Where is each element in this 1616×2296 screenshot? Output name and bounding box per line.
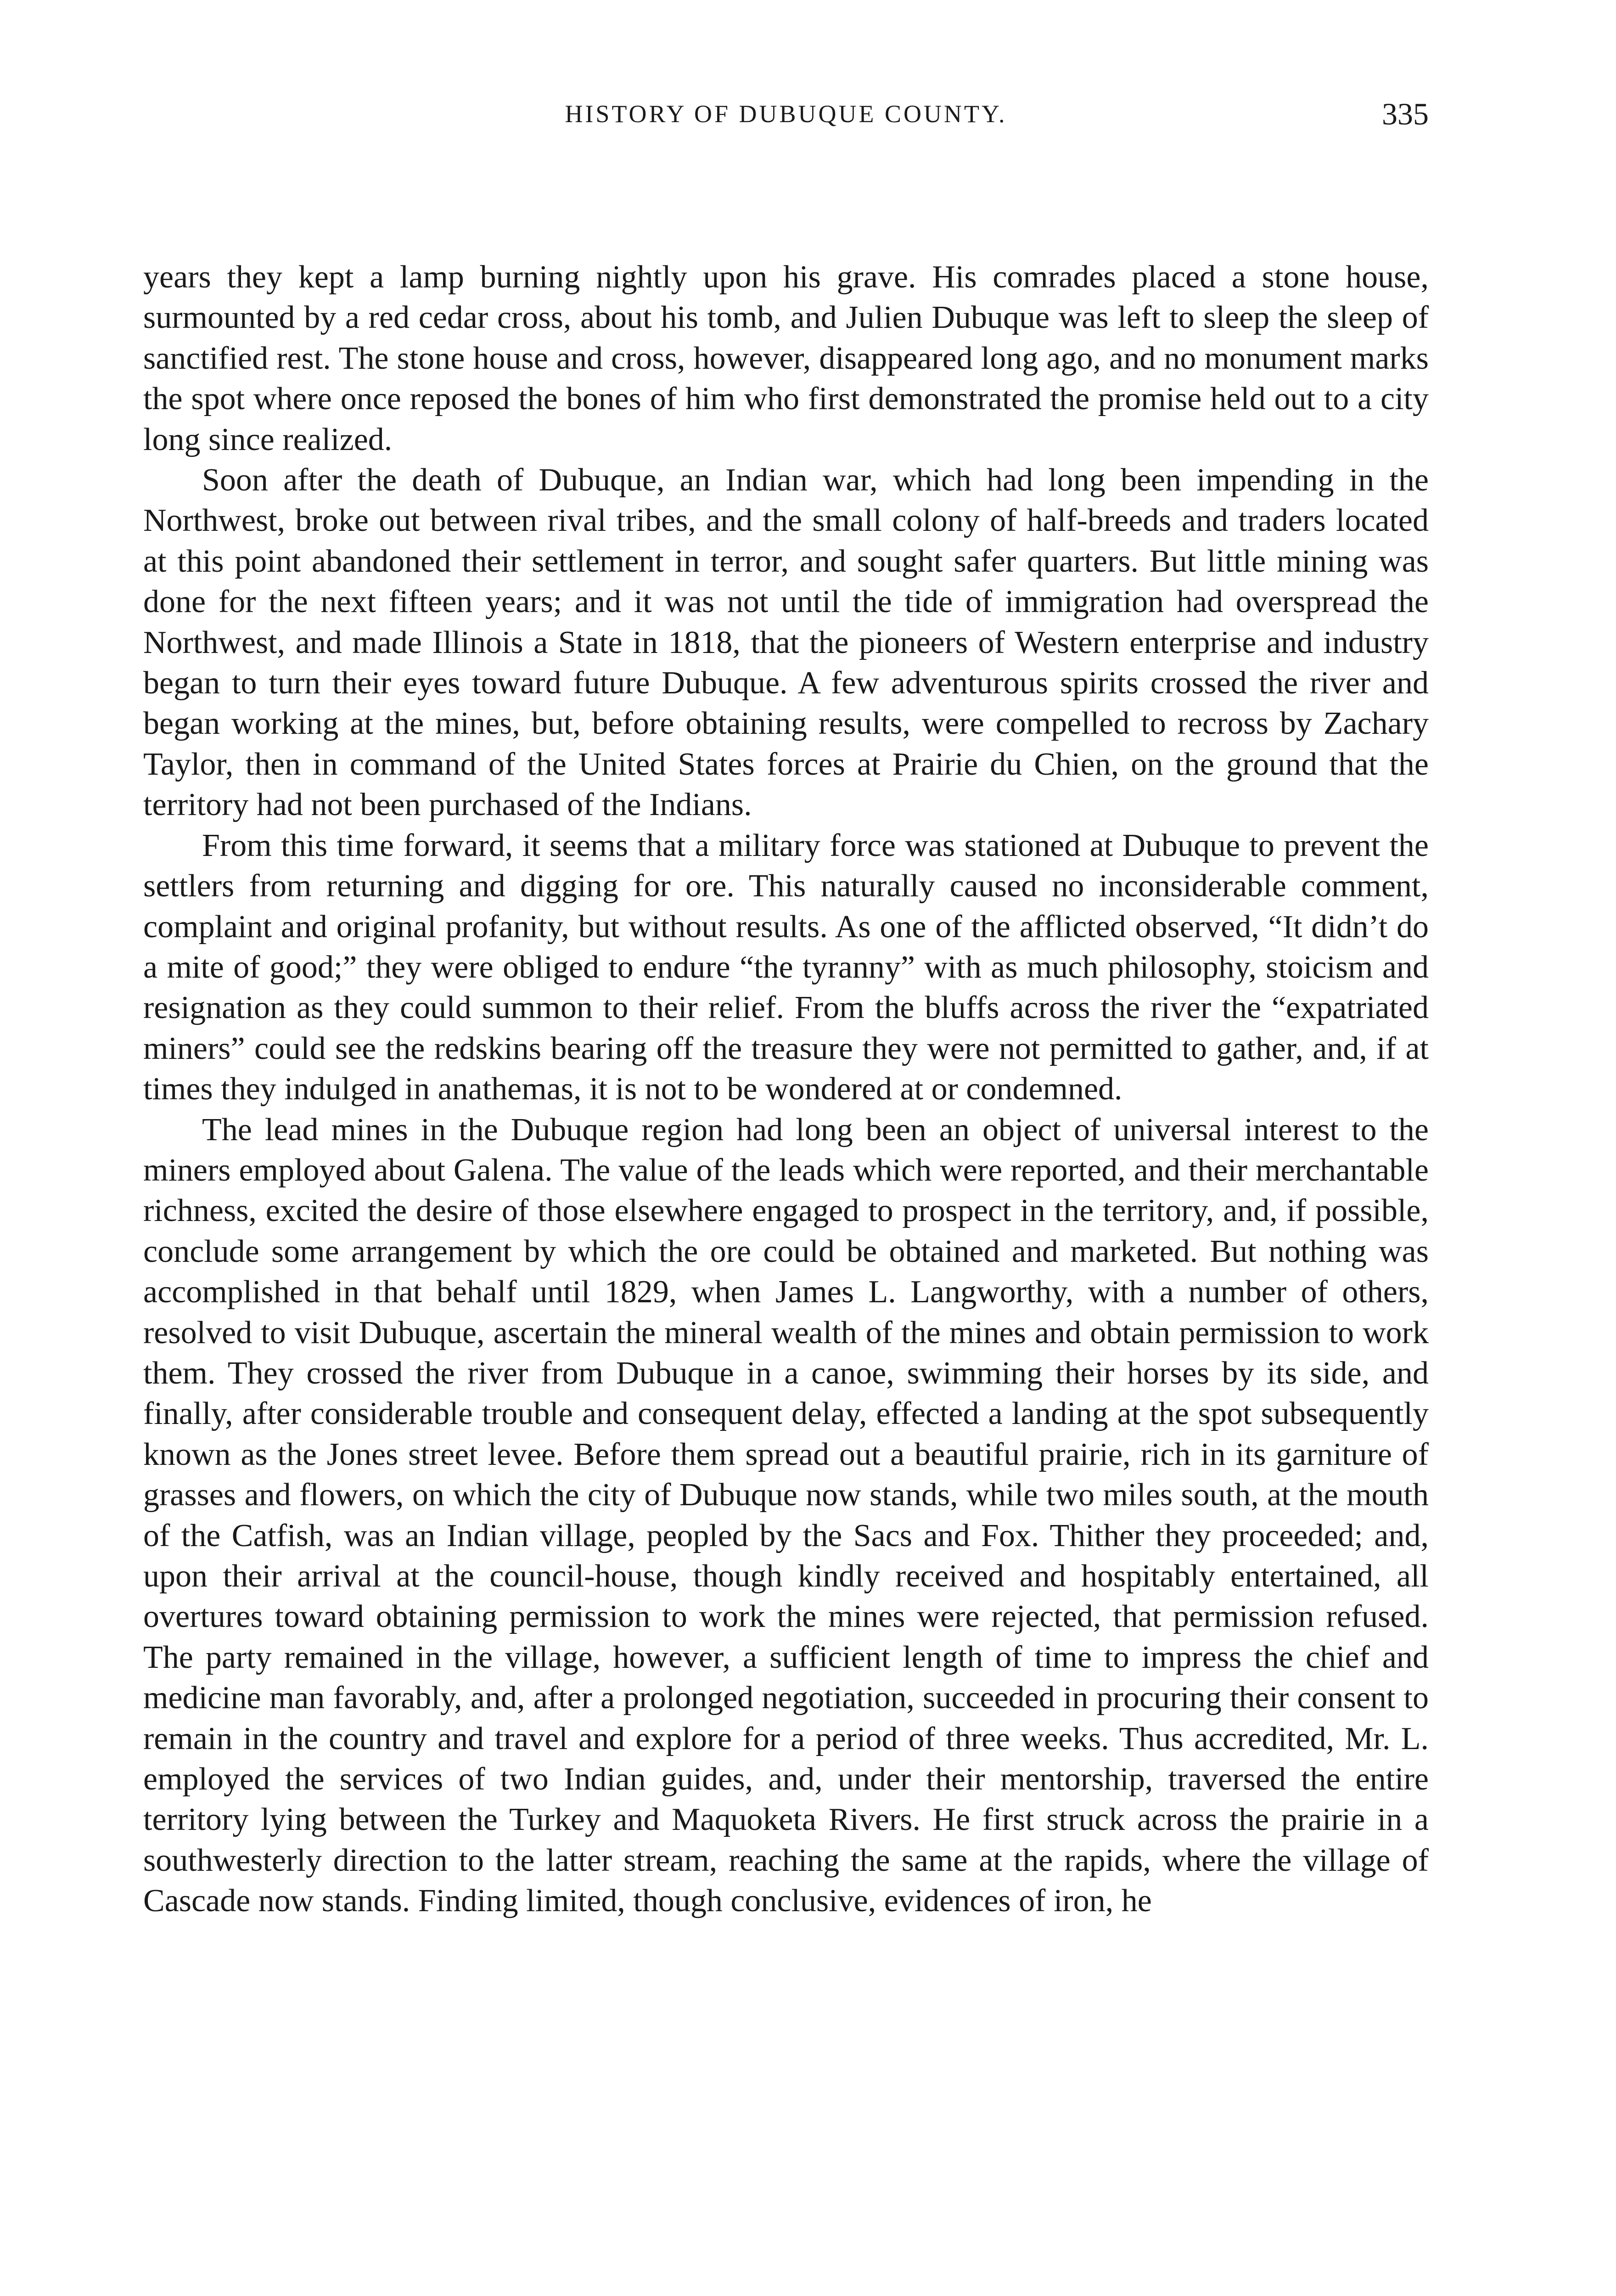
running-title: HISTORY OF DUBUQUE COUNTY. xyxy=(565,100,1007,128)
page-number: 335 xyxy=(1382,96,1429,131)
paragraph-military-force: From this time forward, it seems that a military force was stationed at Dubuque to prevent the settlers from returning and digging for ore. This naturally caused no inconsiderable comment, complaint and original profanity, but without results. As one of the afflicted observed, “It didn’t do a mite of good;” they were obliged to endure “the tyranny” with as much philosophy, stoicism and resignation as they could summon to their relief. From the bluffs across the river the “expatriated miners” could see the redskins bearing off the treasure they were not permitted to gather, and, if at times they indulged in anathemas, it is not to be wondered at or condemned. xyxy=(143,827,1429,1107)
running-head xyxy=(143,96,1429,132)
paragraph-indian-war: Soon after the death of Dubuque, an Indian war, which had long been impending in the Northwest, broke out between rival tribes, and the small colony of half-breeds and traders located at this point abandoned their settlement in terror, and sought safer quarters. But little mining was done for the next fifteen years; and it was not until the tide of immigration had overspread the Northwest, and made Illinois a State in 1818, that the pioneers of Western enterprise and industry began to turn their eyes toward future Dubuque. A few adventurous spirits crossed the river and began working at the mines, but, before obtaining results, were compelled to recross by Zachary Taylor, then in command of the United States forces at Prairie du Chien, on the ground that the territory had not been purchased of the Indians. xyxy=(143,462,1429,823)
paragraph-continued-from-previous-page: years they kept a lamp burning nightly upon his grave. His comrades placed a stone house, surmounted by a red cedar cross, about his tomb, and Julien Dubuque was left to sleep the sleep of sanctified rest. The stone house and cross, however, disappeared long ago, and no monument marks the spot where once reposed the bones of him who first demonstrated the promise held out to a city long since realized. xyxy=(143,259,1429,457)
paragraph-lead-mines: The lead mines in the Dubuque region had long been an object of universal interest to the miners employed about Galena. The value of the leads which were reported, and their merchantable richness, excited the desire of those elsewhere engaged to prospect in the territory, and, if possible, conclude some arrangement by which the ore could be obtained and marketed. But nothing was accomplished in that behalf until 1829, when James L. Langworthy, with a number of others, resolved to visit Dubuque, ascertain the mineral wealth of the mines and obtain permission to work them. They crossed the river from Dubuque in a canoe, swimming their horses by its side, and finally, after considerable trouble and consequent delay, effected a landing at the spot subsequently known as the Jones street levee. Before them spread out a beautiful prairie, rich in its garniture of grasses and flowers, on which the city of Dubuque now stands, while two miles south, at the mouth of the Catfish, was an Indian village, peopled by the Sacs and Fox. Thither they proceeded; and, upon their arrival at the council-house, though kindly received and hospitably entertained, all overtures toward obtaining permission to work the mines were rejected, that permission refused. The party remained in the village, however, a sufficient length of time to impress the chief and medicine man favorably, and, after a prolonged negotiation, succeeded in procuring their consent to remain in the country and travel and explore for a period of three weeks. Thus accredited, Mr. L. employed the services of two Indian guides, and, under their mentorship, traversed the entire territory lying between the Turkey and Maquoketa Rivers. He first struck across the prairie in a southwesterly direction to the latter stream, reaching the same at the rapids, where the village of Cascade now stands. Finding limited, though conclusive, evidences of iron, he xyxy=(143,1112,1429,1919)
body-text xyxy=(143,257,1429,1922)
